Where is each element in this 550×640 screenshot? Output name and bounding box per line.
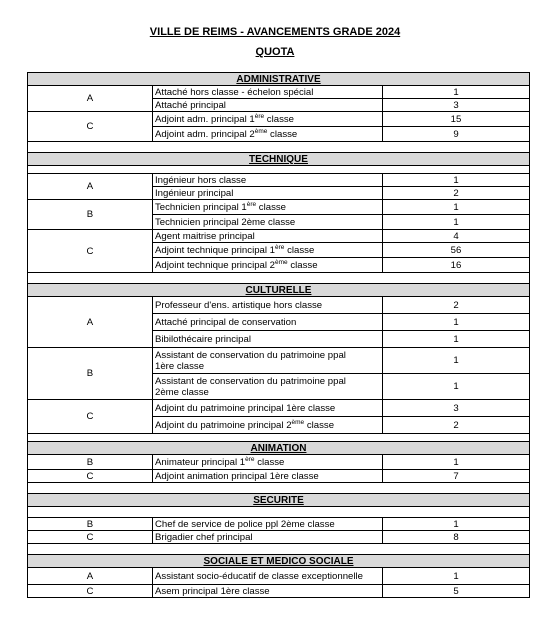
grade-label: Adjoint du patrimoine principal 2ème classe [153,417,383,434]
quota-value: 1 [383,348,530,374]
table-row [28,585,530,598]
grade-label: Assistant de conservation du patrimoine ppal 2ème classe [153,374,383,400]
grade-label: Bibilothécaire principal [153,331,383,348]
quota-value: 1 [383,200,530,215]
category-cell: C [28,531,153,544]
table-row [28,86,530,99]
quota-value: 3 [383,99,530,112]
table-row [28,230,530,243]
section-spacer [28,434,530,442]
section-spacer [28,166,530,174]
category-cell: A [28,86,153,112]
grade-label: Animateur principal 1ère classe [153,455,383,470]
grade-label: Adjoint technique principal 1ère classe [153,243,383,258]
section-spacer [28,483,530,494]
quota-value: 16 [383,258,530,273]
category-cell: A [28,174,153,200]
section-header-animation [28,442,530,455]
quota-value: 1 [383,314,530,331]
grade-label: Professeur d'ens. artistique hors classe [153,297,383,314]
section-spacer [28,544,530,555]
section-header-administrative [28,73,530,86]
document-subtitle: QUOTA [255,46,295,58]
section-header-sociale [28,555,530,568]
section-title: CULTURELLE [28,284,530,297]
grade-label: Assistant socio-éducatif de classe exceptionnelle [153,568,383,585]
category-cell: C [28,112,153,142]
quota-value: 56 [383,243,530,258]
table-row [28,348,530,374]
grade-label: Assistant de conservation du patrimoine ppal 1ère classe [153,348,383,374]
grade-label: Technicien principal 2ème classe [153,215,383,230]
section-title: SECURITE [28,494,530,507]
table-row [28,400,530,417]
section-header-culturelle [28,284,530,297]
table-row [28,174,530,187]
grade-label: Technicien principal 1ère classe [153,200,383,215]
quota-value: 1 [383,374,530,400]
grade-label: Ingénieur principal [153,187,383,200]
category-cell: C [28,230,153,273]
section-spacer [28,273,530,284]
grade-label: Adjoint adm. principal 1ère classe [153,112,383,127]
document-title: VILLE DE REIMS - AVANCEMENTS GRADE 2024 [149,26,401,38]
quota-value: 2 [383,417,530,434]
quota-value: 1 [383,86,530,99]
quota-value: 1 [383,215,530,230]
quota-value: 1 [383,331,530,348]
table-row [28,568,530,585]
table-row [28,455,530,470]
section-title: TECHNIQUE [28,153,530,166]
grade-label: Attaché hors classe - échelon spécial [153,86,383,99]
quota-value: 4 [383,230,530,243]
quota-value: 5 [383,585,530,598]
grade-label: Chef de service de police ppl 2ème classe [153,518,383,531]
category-cell: C [28,585,153,598]
table-row [28,112,530,127]
section-header-securite [28,494,530,507]
quota-value: 7 [383,470,530,483]
category-cell: A [28,297,153,348]
section-title: SOCIALE ET MEDICO SOCIALE [28,555,530,568]
quota-value: 2 [383,187,530,200]
table-row [28,531,530,544]
table-row [28,518,530,531]
quota-value: 2 [383,297,530,314]
quota-value: 1 [383,568,530,585]
grade-label: Attaché principal de conservation [153,314,383,331]
grade-label: Adjoint du patrimoine principal 1ère classe [153,400,383,417]
section-spacer [28,507,530,518]
quota-table [27,72,530,598]
category-cell: B [28,200,153,230]
grade-label: Adjoint adm. principal 2ème classe [153,127,383,142]
category-cell: B [28,455,153,470]
section-title: ANIMATION [28,442,530,455]
grade-label: Adjoint technique principal 2ème classe [153,258,383,273]
category-cell: B [28,348,153,400]
quota-value: 15 [383,112,530,127]
quota-value: 9 [383,127,530,142]
quota-value: 1 [383,518,530,531]
category-cell: C [28,470,153,483]
grade-label: Adjoint animation principal 1ère classe [153,470,383,483]
quota-value: 1 [383,174,530,187]
grade-label: Agent maitrise principal [153,230,383,243]
category-cell: B [28,518,153,531]
quota-value: 3 [383,400,530,417]
section-spacer [28,142,530,153]
quota-value: 1 [383,455,530,470]
quota-value: 8 [383,531,530,544]
table-row [28,470,530,483]
section-header-technique [28,153,530,166]
category-cell: A [28,568,153,585]
grade-label: Attaché principal [153,99,383,112]
section-title: ADMINISTRATIVE [28,73,530,86]
category-cell: C [28,400,153,434]
table-row [28,200,530,215]
grade-label: Asem principal 1ère classe [153,585,383,598]
table-row [28,297,530,314]
grade-label: Brigadier chef principal [153,531,383,544]
grade-label: Ingénieur hors classe [153,174,383,187]
